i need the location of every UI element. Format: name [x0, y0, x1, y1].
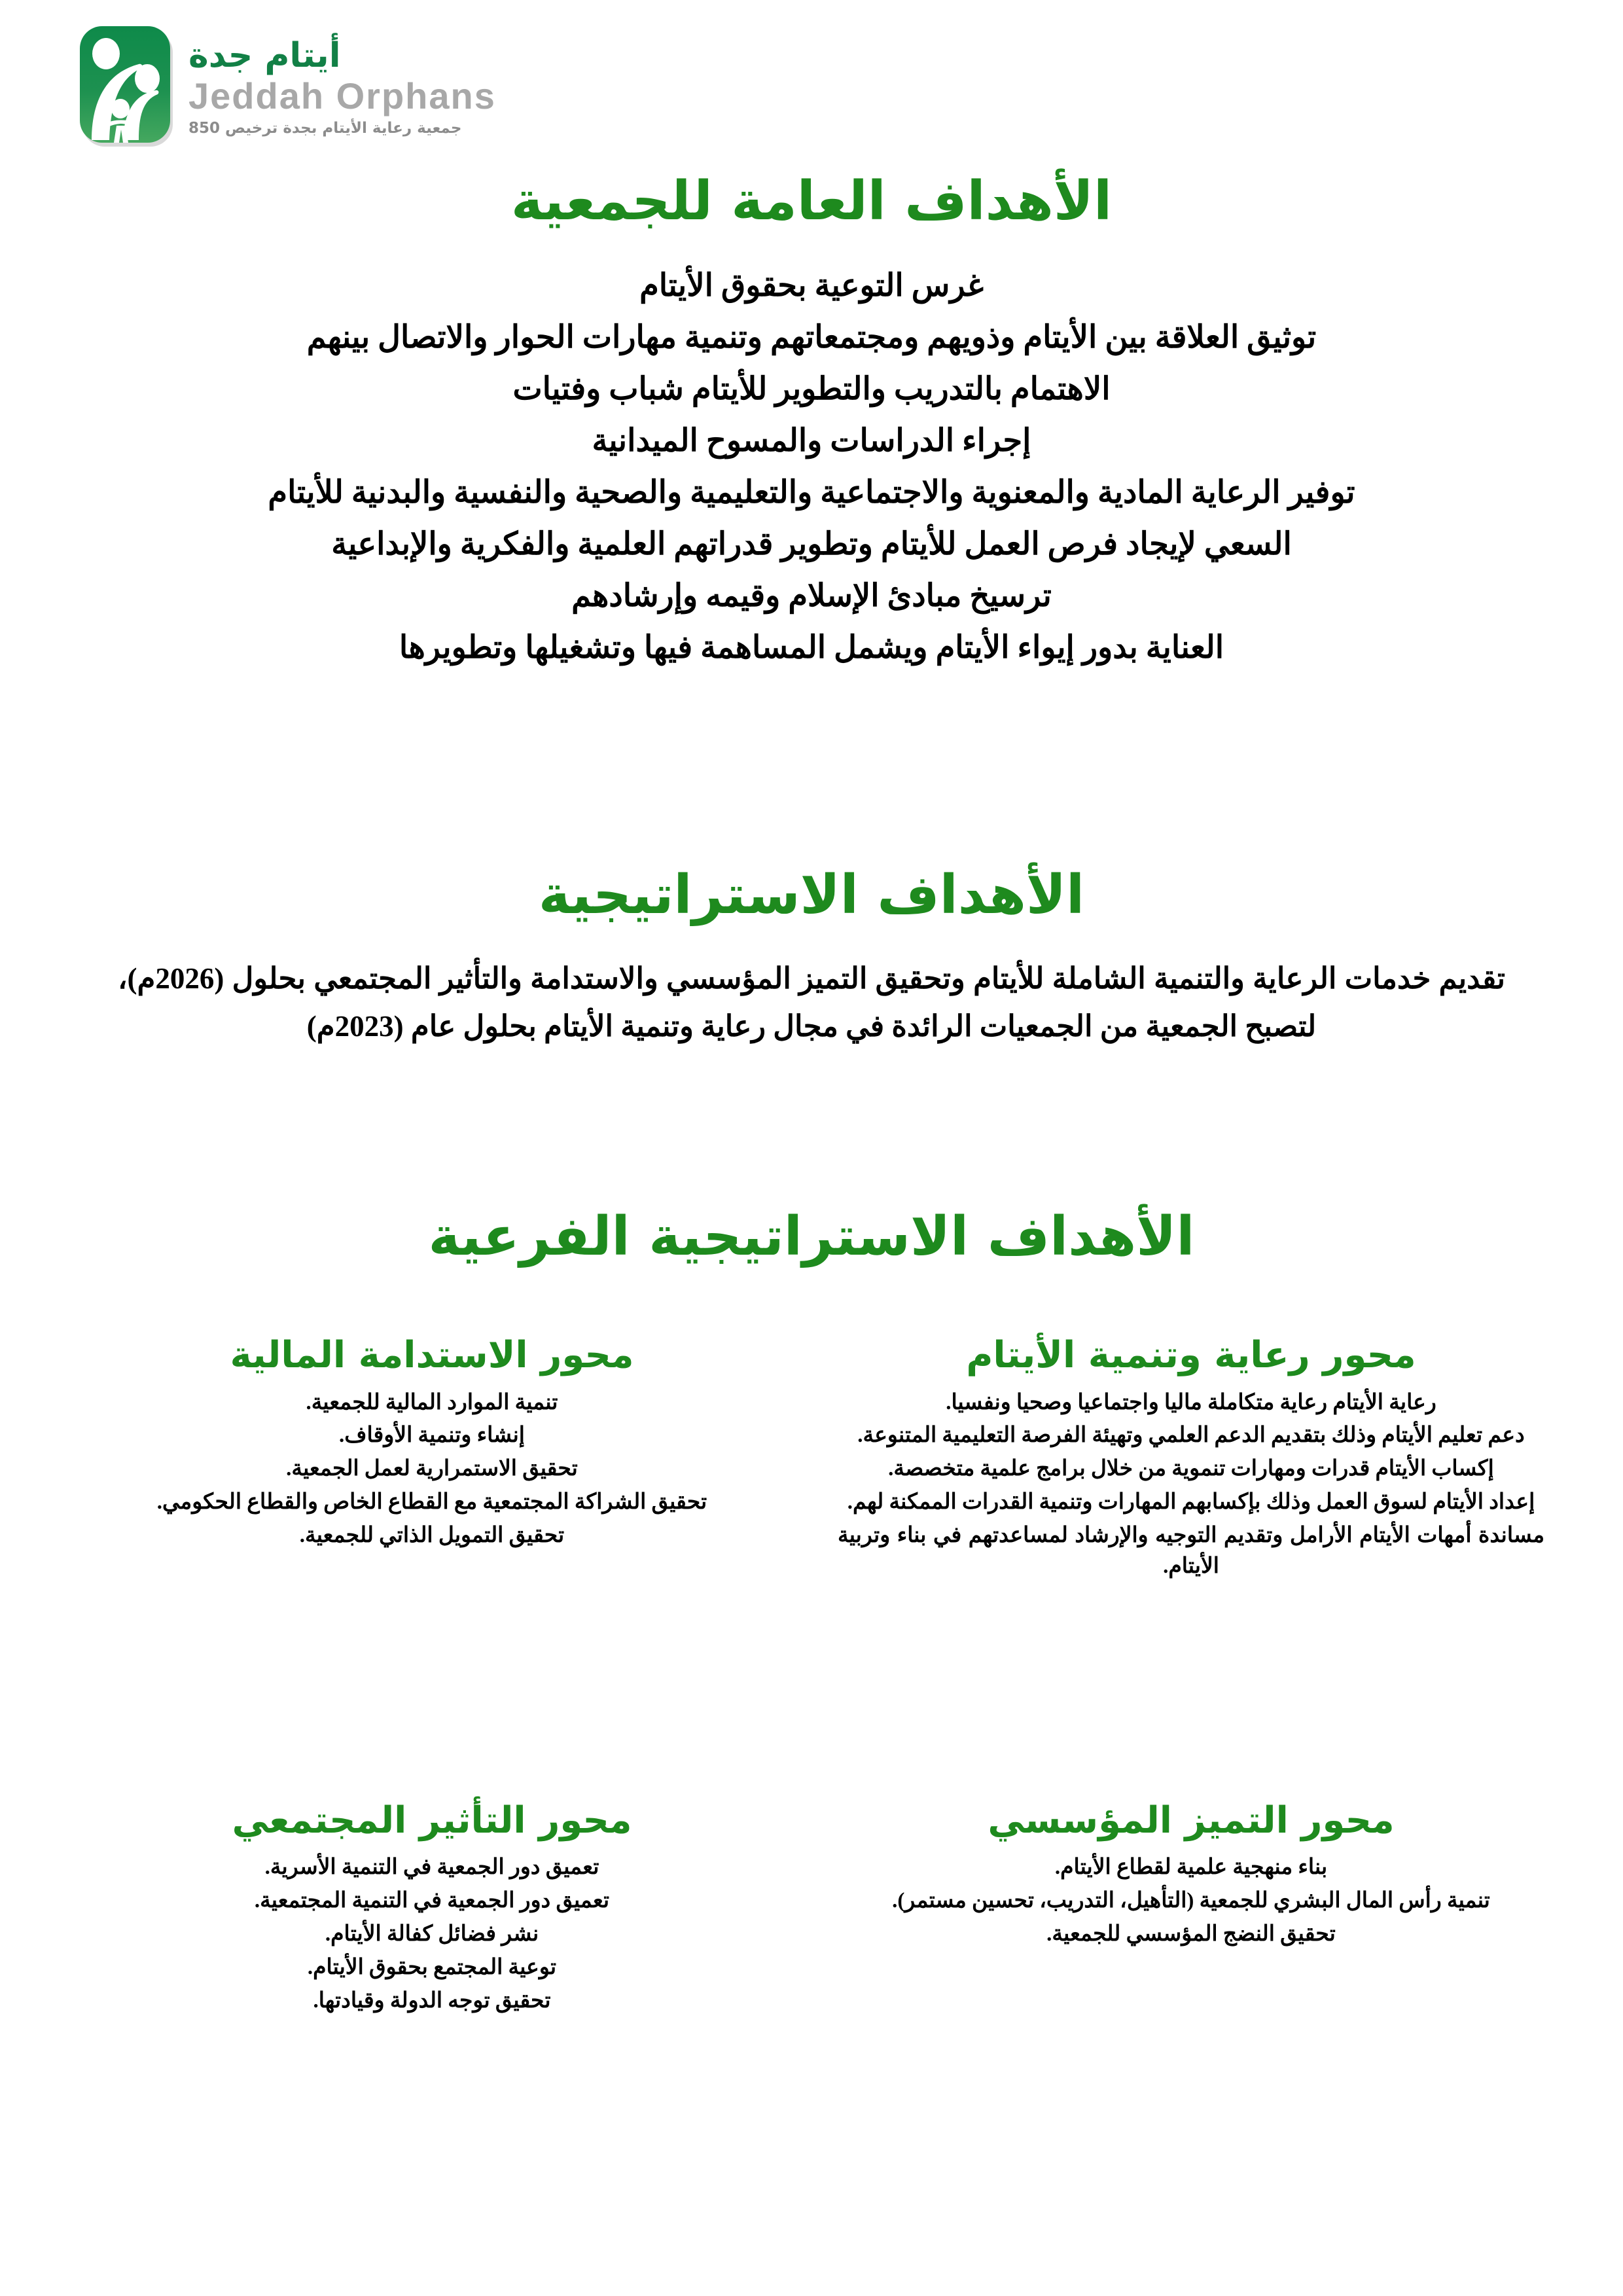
list-item: الاهتمام بالتدريب والتطوير للأيتام شباب وفتيات	[512, 372, 1111, 407]
quadrant-community-impact	[79, 1801, 785, 2019]
list-item: تحقيق توجه الدولة وقيادتها.	[313, 1988, 551, 2013]
list-item: تحقيق النضج المؤسسي للجمعية.	[1046, 1922, 1336, 1946]
general-objectives-section	[131, 136, 1492, 676]
list-item: تنمية رأس المال البشري للجمعية (التأهيل، التدريب، تحسين مستمر).	[892, 1889, 1490, 1913]
quadrant-title: محور رعاية وتنمية الأيتام	[966, 1334, 1416, 1376]
list-item: العناية بدور إيواء الأيتام ويشمل المساهمة فيها وتشغيلها وتطويرها	[399, 630, 1224, 665]
sub-strategic-objectives-section	[0, 1172, 1623, 1266]
logo-english-name: Jeddah Orphans	[188, 75, 496, 117]
sub-strategic-objectives-title: الأهداف الاستراتيجية الفرعية	[428, 1205, 1195, 1268]
list-item: رعاية الأيتام رعاية متكاملة ماليا واجتماعيا وصحيا ونفسيا.	[946, 1390, 1436, 1414]
list-item: تعميق دور الجمعية في التنمية الأسرية.	[264, 1856, 599, 1880]
list-item: تنمية الموارد المالية للجمعية.	[306, 1390, 558, 1414]
strategic-objectives-title: الأهداف الاستراتيجية	[538, 863, 1085, 926]
list-item: ترسيخ مبادئ الإسلام وقيمه وإرشادهم	[571, 578, 1052, 613]
list-item: إنشاء وتنمية الأوقاف.	[339, 1424, 525, 1448]
quadrant-financial-sustainability	[79, 1335, 785, 1585]
quadrant-item-list	[838, 1388, 1544, 1582]
list-item: تحقيق الشراكة المجتمعية مع القطاع الخاص والقطاع الحكومي.	[156, 1490, 707, 1515]
quadrant-orphan-care-development	[838, 1335, 1544, 1585]
organization-logo	[79, 25, 496, 149]
quadrant-item-list	[79, 1388, 785, 1551]
strategic-objectives-section	[118, 830, 1505, 1050]
list-item: بناء منهجية علمية لقطاع الأيتام.	[1054, 1856, 1328, 1880]
quadrant-title: محور التميز المؤسسي	[988, 1799, 1395, 1842]
list-item: نشر فضائل كفالة الأيتام.	[325, 1922, 539, 1946]
list-item: إكساب الأيتام قدرات ومهارات تنموية من خلال برامج علمية متخصصة.	[888, 1457, 1494, 1481]
list-item: تحقيق التمويل الذاتي للجمعية.	[299, 1524, 565, 1548]
list-item: تحقيق الاستمرارية لعمل الجمعية.	[286, 1457, 578, 1481]
list-item: غرس التوعية بحقوق الأيتام	[639, 268, 984, 304]
logo-wordmark	[188, 35, 496, 137]
family-figures-icon	[79, 25, 177, 149]
list-item: إعداد الأيتام لسوق العمل وذلك بإكسابهم المهارات وتنمية القدرات الممكنة لهم.	[847, 1490, 1535, 1515]
list-item: إجراء الدراسات والمسوح الميدانية	[592, 423, 1031, 458]
quadrant-title: محور الاستدامة المالية	[230, 1334, 634, 1376]
strategic-objectives-paragraph: تقديم خدمات الرعاية والتنمية الشاملة للأيتام وتحقيق التميز المؤسسي والاستدامة والتأثير المجتمعي بحلول (2026م)، لتصبح الجمعية من الجمعيات الرائدة في مجال رعاية وتنمية الأيتام بحلول عام (2023م)	[118, 962, 1505, 1043]
quadrant-institutional-excellence	[838, 1801, 1544, 2019]
general-objectives-title: الأهداف العامة للجمعية	[510, 170, 1113, 232]
general-objectives-list	[131, 262, 1492, 672]
list-item: توفير الرعاية المادية والمعنوية والاجتماعية والتعليمية والصحية والنفسية والبدنية للأيتام	[268, 475, 1355, 510]
sub-strategic-quadrant-grid	[79, 1335, 1544, 2019]
list-item: توعية المجتمع بحقوق الأيتام.	[307, 1955, 557, 1979]
quadrant-item-list	[79, 1852, 785, 2016]
list-item: مساندة أمهات الأيتام الأرامل وتقديم التوجيه والإرشاد لمساعدتهم في بناء وتربية الأيتام.	[838, 1524, 1544, 1578]
logo-arabic-name: أيتام جدة	[188, 35, 341, 75]
logo-license-line: جمعية رعاية الأيتام بجدة ترخيص 850	[188, 119, 462, 137]
quadrant-title: محور التأثير المجتمعي	[232, 1799, 632, 1842]
quadrant-item-list	[838, 1852, 1544, 1950]
list-item: السعي لإيجاد فرص العمل للأيتام وتطوير قدراتهم العلمية والفكرية والإبداعية	[331, 526, 1292, 562]
list-item: توثيق العلاقة بين الأيتام وذويهم ومجتمعاتهم وتنمية مهارات الحوار والاتصال بينهم	[306, 320, 1317, 355]
list-item: دعم تعليم الأيتام وذلك بتقديم الدعم العلمي وتهيئة الفرصة التعليمية المتنوعة.	[857, 1424, 1525, 1448]
list-item: تعميق دور الجمعية في التنمية المجتمعية.	[254, 1889, 610, 1913]
